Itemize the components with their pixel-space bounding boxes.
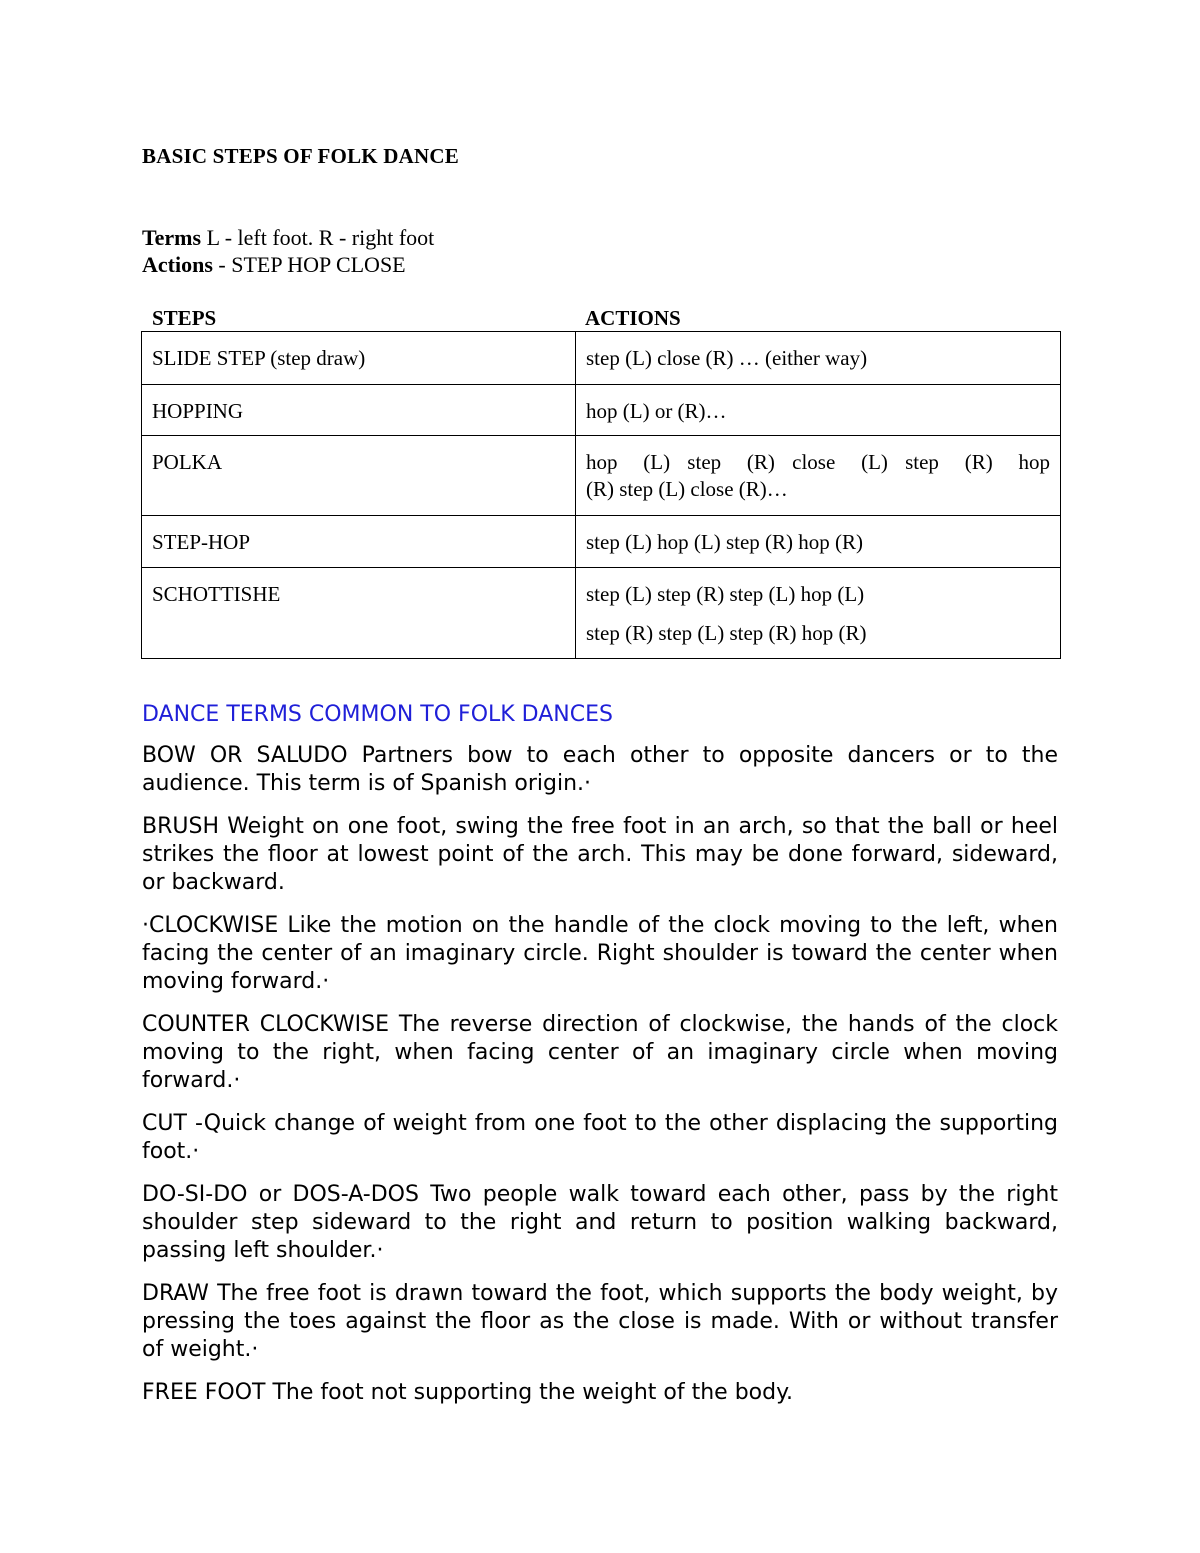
action-cell: step (L) close (R) … (either way) xyxy=(576,332,1061,385)
action-line: (R) step (L) close (R)… xyxy=(586,477,788,501)
actions-text: - STEP HOP CLOSE xyxy=(212,252,406,277)
action-line: step (R) step (L) step (R) hop (R) xyxy=(586,621,867,645)
dance-term-item: BOW OR SALUDO Partners bow to each other to opposite dancers or to the audience. This term is of Spanish origin.· xyxy=(142,743,1058,796)
steps-table xyxy=(141,331,1061,659)
dance-term-item: DO-SI-DO or DOS-A-DOS Two people walk toward each other, pass by the right shoulder step sideward to the right and return to position walking backward, passing left shoulder.· xyxy=(142,1182,1058,1263)
action-cell xyxy=(576,568,1061,659)
actions-legend xyxy=(142,252,406,278)
action-cell: step (L) hop (L) step (R) hop (R) xyxy=(576,516,1061,568)
table-row xyxy=(142,436,1061,516)
document-title: BASIC STEPS OF FOLK DANCE xyxy=(142,144,459,168)
table-row xyxy=(142,568,1061,659)
step-cell: POLKA xyxy=(142,436,576,516)
action-line: step (L) step (R) step (L) hop (L) xyxy=(586,582,865,606)
step-cell: SLIDE STEP (step draw) xyxy=(142,332,576,385)
dance-terms-list xyxy=(142,742,1058,1422)
step-cell: SCHOTTISHE xyxy=(142,568,576,659)
dance-term-item: FREE FOOT The foot not supporting the weight of the body. xyxy=(142,1380,793,1405)
terms-legend xyxy=(142,225,434,251)
table-row xyxy=(142,332,1061,385)
dance-term-item: ·CLOCKWISE Like the motion on the handle of the clock moving to the left, when facing the center of an imaginary circle. Right shoulder is toward the center when moving forward.· xyxy=(142,913,1058,994)
terms-text: L - left foot. R - right foot xyxy=(201,225,435,250)
dance-term-item: COUNTER CLOCKWISE The reverse direction of clockwise, the hands of the clock moving to the right, when facing center of an imaginary circle when moving forward.· xyxy=(142,1012,1058,1093)
action-cell xyxy=(576,436,1061,516)
actions-column-header: ACTIONS xyxy=(585,306,681,330)
actions-label: Actions xyxy=(142,252,213,277)
dance-term-item: CUT -Quick change of weight from one foot to the other displacing the supporting foot.· xyxy=(142,1111,1058,1164)
action-cell: hop (L) or (R)… xyxy=(576,385,1061,436)
dance-terms-heading: DANCE TERMS COMMON TO FOLK DANCES xyxy=(142,702,613,727)
table-row xyxy=(142,516,1061,568)
steps-column-header: STEPS xyxy=(152,306,217,330)
step-cell: STEP-HOP xyxy=(142,516,576,568)
table-row xyxy=(142,385,1061,436)
action-line: hop (L) step (R) close (L) step (R) hop xyxy=(586,450,1050,474)
dance-term-item: BRUSH Weight on one foot, swing the free foot in an arch, so that the ball or heel strikes the floor at lowest point of the arch. This may be done forward, sideward, or backward. xyxy=(142,814,1058,895)
step-cell: HOPPING xyxy=(142,385,576,436)
terms-label: Terms xyxy=(142,225,202,250)
dance-term-item: DRAW The free foot is drawn toward the foot, which supports the body weight, by pressing the toes against the floor as the close is made. With or without transfer of weight.· xyxy=(142,1281,1058,1362)
